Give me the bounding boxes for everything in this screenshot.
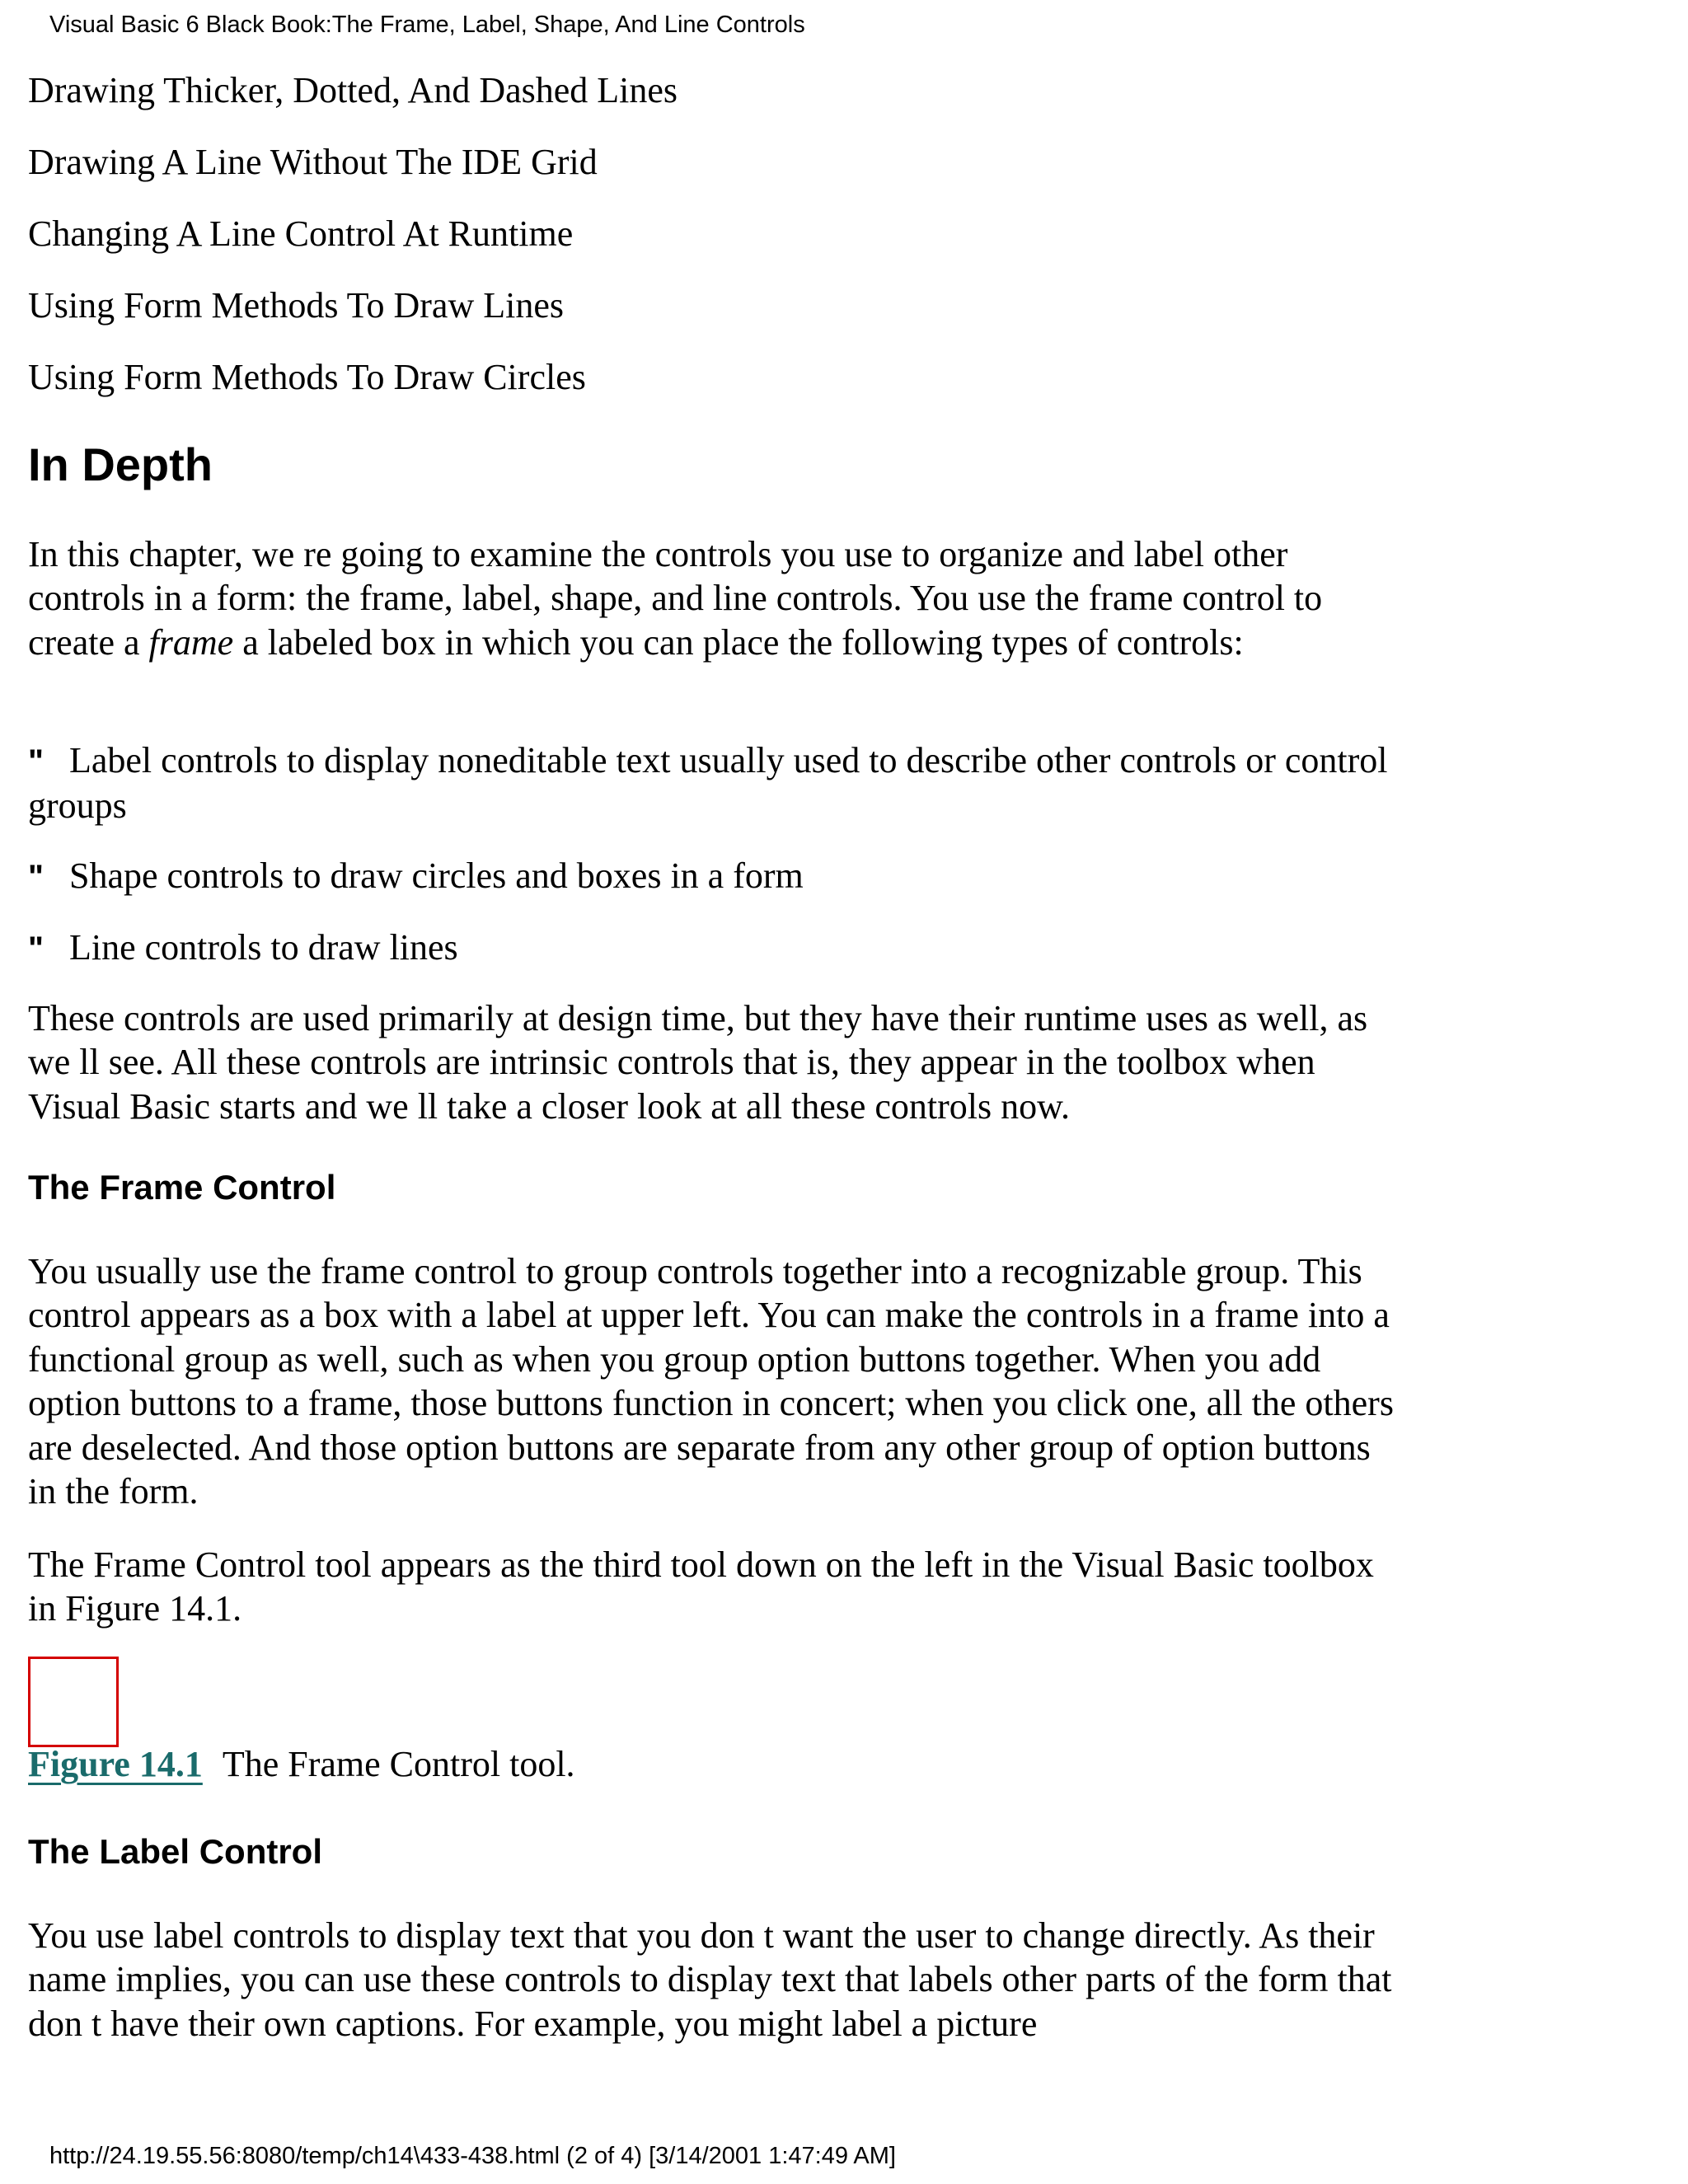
frame-control-paragraph: You usually use the frame control to group controls together into a recognizable group. This control appears as a box with a label at upper left. You can make the controls in a frame into a functional group as well, such as when you group option buttons together. When you add option buttons to a frame, those buttons function in concert; when you click one, all the others are deselected. And those option buttons are separate from any other group of option buttons in the form. xyxy=(28,1251,1394,1512)
label-control-heading: The Label Control xyxy=(28,1832,322,1871)
in-depth-heading: In Depth xyxy=(28,438,213,490)
closing-paragraph: These controls are used primarily at design time, but they have their runtime uses as well, as we ll see. All these controls are intrinsic controls that is, they appear in the toolbox when Visual Basic starts and we ll take a closer look at all these controls now. xyxy=(28,998,1368,1127)
bullet-text: Label controls to display noneditable text usually used to describe other controls or control groups xyxy=(28,740,1388,827)
intro-paragraph xyxy=(28,532,1396,664)
page-footer-url: http://24.19.55.56:8080/temp/ch14\433-438.html (2 of 4) [3/14/2001 1:47:49 AM] xyxy=(49,2143,896,2169)
bullet-item xyxy=(28,926,1396,971)
bullet-item xyxy=(28,738,1396,828)
bullet-mark: " xyxy=(28,930,44,967)
bullet-mark: " xyxy=(28,859,44,895)
bullet-text: Shape controls to draw circles and boxes in a form xyxy=(69,855,804,896)
toc-link-line-without-grid[interactable]: Drawing A Line Without The IDE Grid xyxy=(28,142,598,182)
toc-link-draw-circles[interactable]: Using Form Methods To Draw Circles xyxy=(28,357,586,397)
bullet-mark: " xyxy=(28,743,44,780)
running-header: Visual Basic 6 Black Book:The Frame, Label, Shape, And Line Controls xyxy=(49,12,805,38)
intro-text-1: In this chapter, we re going to examine the controls you use to organize and label other controls in a form: the frame, label, shape, and line controls. You use the frame control to create a xyxy=(28,534,1323,663)
figure-caption xyxy=(28,1743,575,1786)
label-control-paragraph: You use label controls to display text that you don t want the user to change directly. As their name implies, you can use these controls to display text that labels other parts of the form that don t have their own captions. For example, you might label a picture xyxy=(28,1915,1392,2044)
frame-control-heading: The Frame Control xyxy=(28,1168,336,1207)
intro-text-2: a labeled box in which you can place the following types of controls: xyxy=(233,621,1244,663)
toc-link-draw-lines[interactable]: Using Form Methods To Draw Lines xyxy=(28,285,564,326)
figure-link[interactable]: Figure 14.1 xyxy=(28,1744,203,1784)
intro-italic-term: frame xyxy=(148,621,234,663)
toc-link-line-at-runtime[interactable]: Changing A Line Control At Runtime xyxy=(28,213,574,254)
frame-toolbox-paragraph: The Frame Control tool appears as the third tool down on the left in the Visual Basic toolbox in Figure 14.1. xyxy=(28,1544,1374,1629)
bullet-text: Line controls to draw lines xyxy=(69,927,458,968)
figure-caption-text: The Frame Control tool. xyxy=(222,1744,575,1784)
toc-link-thicker-lines[interactable]: Drawing Thicker, Dotted, And Dashed Lines xyxy=(28,70,678,110)
bullet-item xyxy=(28,854,1396,899)
broken-image-placeholder xyxy=(28,1657,119,1747)
